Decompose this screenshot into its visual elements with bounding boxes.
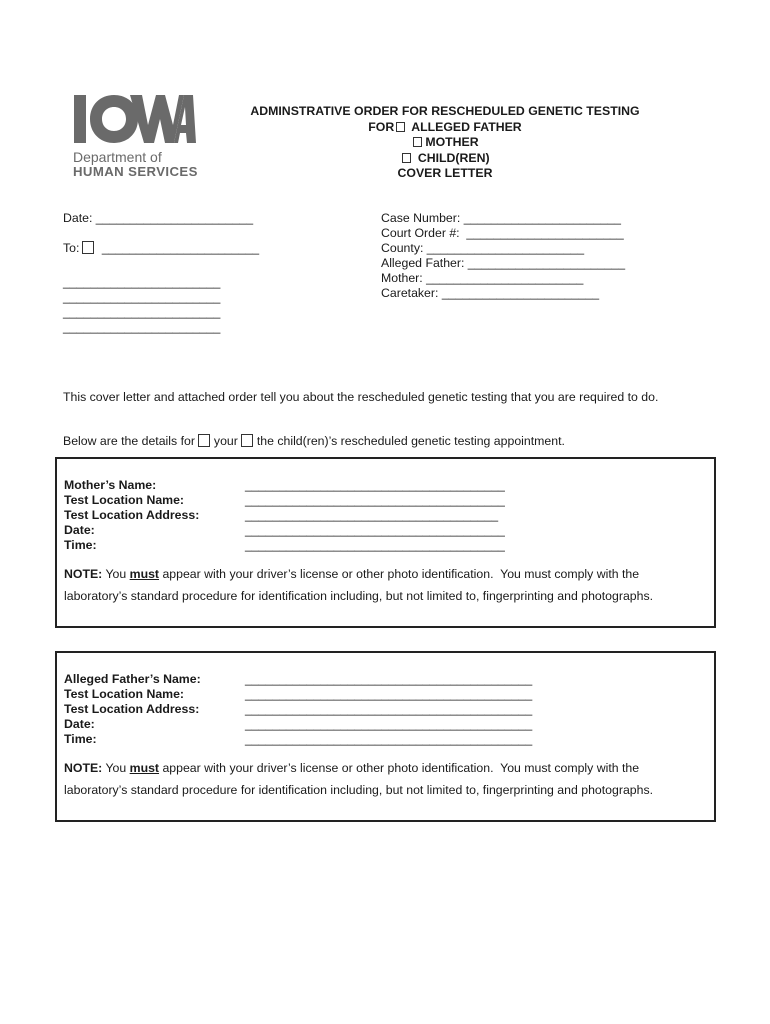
cover-letter-heading: COVER LETTER <box>397 166 493 180</box>
father-location-address-line[interactable]: __________________________________________ <box>245 702 533 716</box>
details-text-c: the child(ren)’s rescheduled genetic testing appointment. <box>256 434 565 448</box>
logo-department-text: Department of <box>73 149 162 165</box>
father-location-name-line[interactable]: __________________________________________ <box>245 687 533 701</box>
mother-name-line[interactable]: ______________________________________ <box>245 478 505 492</box>
title-child-line <box>230 151 660 167</box>
date-field[interactable]: Date: _______________________ <box>63 211 254 225</box>
to-label: To: <box>63 241 80 255</box>
title-for-line <box>230 120 660 136</box>
details-text-a: Below are the details for <box>63 434 195 448</box>
mother-location-name-line[interactable]: ______________________________________ <box>245 493 505 507</box>
for-label: FOR <box>368 119 395 134</box>
note-label-2: NOTE: <box>64 761 103 775</box>
details-sentence <box>63 434 565 449</box>
mother-checkbox[interactable] <box>413 137 422 147</box>
father-time-label: Time: <box>64 732 97 746</box>
alleged-father-option-label: ALLEGED FATHER <box>411 119 522 134</box>
case-number-field[interactable]: Case Number: _______________________ <box>381 211 621 225</box>
address-line-2[interactable]: _______________________ <box>63 290 221 304</box>
details-text-b: your <box>213 434 238 448</box>
your-checkbox[interactable] <box>198 434 210 447</box>
mother-date-label: Date: <box>64 523 95 537</box>
father-date-line[interactable]: __________________________________________ <box>245 717 533 731</box>
address-line-3[interactable]: _______________________ <box>63 305 221 319</box>
father-time-line[interactable]: __________________________________________ <box>245 732 533 746</box>
mother-note-line2: laboratory’s standard procedure for identification including, but not limited to, fingerprinting and photographs. <box>64 589 654 603</box>
father-name-line[interactable]: __________________________________________ <box>245 672 533 686</box>
mother-appointment-box <box>55 457 716 628</box>
mother-date-line[interactable]: ______________________________________ <box>245 523 505 537</box>
mother-time-line[interactable]: ______________________________________ <box>245 538 505 552</box>
alleged-father-checkbox[interactable] <box>396 122 405 132</box>
iowa-dhs-logo <box>70 93 210 183</box>
note-pre-2: You <box>102 761 130 775</box>
county-field[interactable]: County: _______________________ <box>381 241 585 255</box>
document-title-block <box>230 104 660 182</box>
child-option-label: CHILD(REN) <box>417 150 490 165</box>
father-date-label: Date: <box>64 717 95 731</box>
mother-time-label: Time: <box>64 538 97 552</box>
to-checkbox[interactable] <box>82 241 94 254</box>
title-mother-line <box>230 135 660 151</box>
note-post: appear with your driver’s license or other photo identification. You must comply with the <box>159 567 640 581</box>
to-line[interactable]: _______________________ <box>101 241 260 255</box>
mother-option-label: MOTHER <box>425 135 479 149</box>
to-field[interactable] <box>63 241 259 256</box>
note-label: NOTE: <box>64 567 103 581</box>
note-must-2: must <box>129 761 160 775</box>
mother-field[interactable]: Mother: _______________________ <box>381 271 584 285</box>
father-name-label: Alleged Father’s Name: <box>64 672 201 686</box>
father-appointment-box <box>55 651 716 822</box>
address-line-4[interactable]: _______________________ <box>63 320 221 334</box>
mother-location-address-label: Test Location Address: <box>64 508 200 522</box>
logo-human-services-text: HUMAN SERVICES <box>73 164 198 179</box>
alleged-father-field[interactable]: Alleged Father: _______________________ <box>381 256 626 270</box>
document-title: ADMINSTRATIVE ORDER FOR RESCHEDULED GENETIC TESTING <box>250 104 640 118</box>
court-order-field[interactable]: Court Order #: _______________________ <box>381 226 624 240</box>
children-checkbox[interactable] <box>241 434 253 447</box>
caretaker-field[interactable]: Caretaker: _______________________ <box>381 286 600 300</box>
mother-location-name-label: Test Location Name: <box>64 493 185 507</box>
father-location-name-label: Test Location Name: <box>64 687 185 701</box>
address-line-1[interactable]: _______________________ <box>63 275 221 289</box>
intro-paragraph: This cover letter and attached order tell you about the rescheduled genetic testing that you are required to do. <box>63 390 659 404</box>
child-checkbox[interactable] <box>402 153 411 163</box>
note-post-2: appear with your driver’s license or other photo identification. You must comply with the <box>159 761 640 775</box>
iowa-wordmark-graphic <box>70 93 196 145</box>
mother-name-label: Mother’s Name: <box>64 478 157 492</box>
note-must: must <box>129 567 160 581</box>
mother-location-address-line[interactable]: _____________________________________ <box>245 508 499 522</box>
father-note-line2: laboratory’s standard procedure for identification including, but not limited to, fingerprinting and photographs. <box>64 783 654 797</box>
father-note <box>64 761 639 776</box>
father-location-address-label: Test Location Address: <box>64 702 200 716</box>
note-pre: You <box>102 567 130 581</box>
mother-note <box>64 567 639 582</box>
